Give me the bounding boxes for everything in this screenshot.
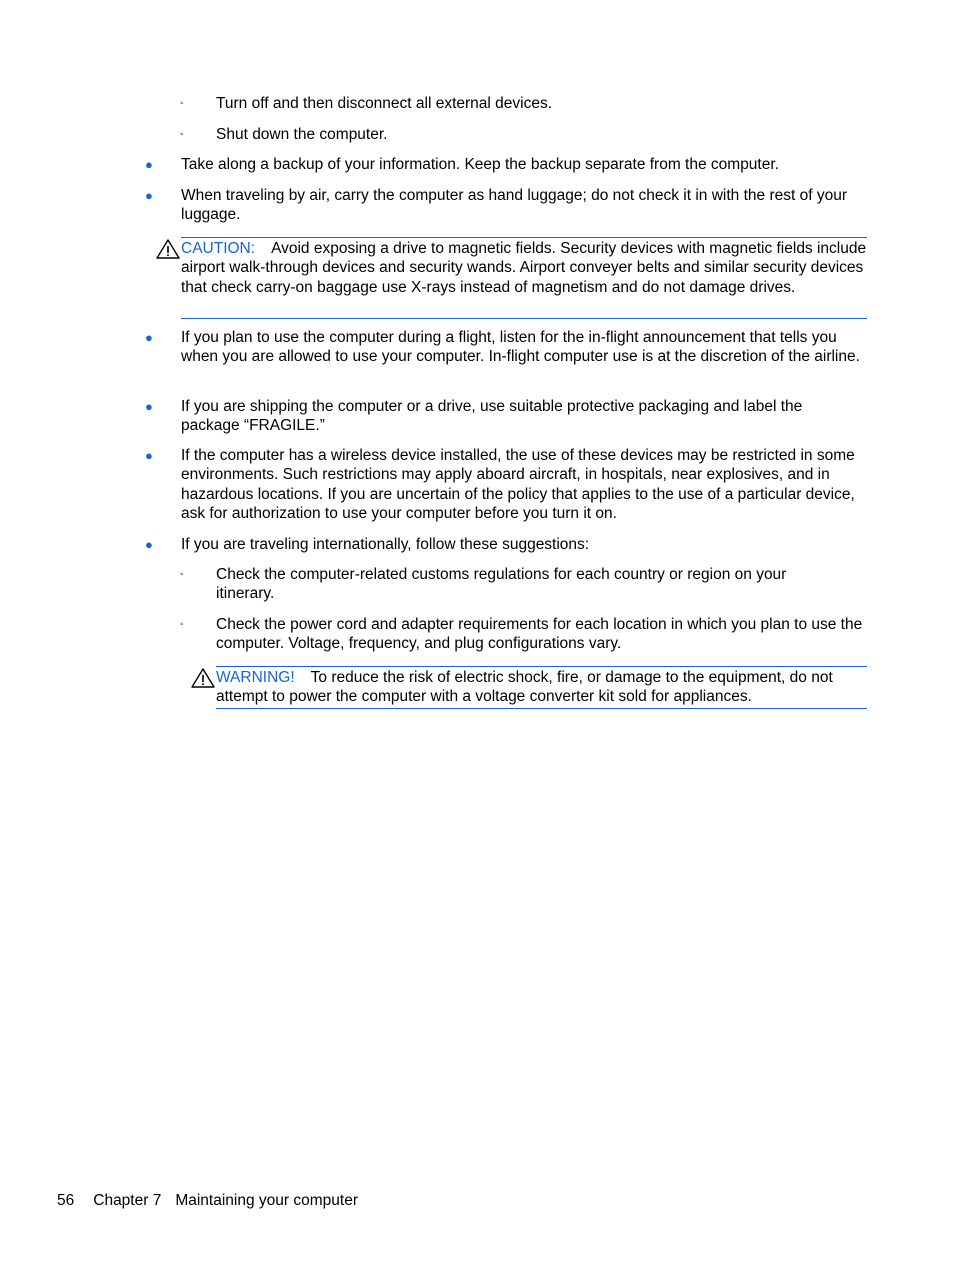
caution-text: Avoid exposing a drive to magnetic fields. Security devices with magnetic fields include airport walk-through devices and security wands. Airport conveyer belts and similar security devices that check carry-on baggage use X-rays instead of magnetism and do not damage drives. (181, 240, 867, 296)
list-item: If you are traveling internationally, follow these suggestions: (181, 536, 590, 553)
page-footer (57, 1191, 358, 1210)
list-item: If you are shipping the computer or a drive, use suitable protective packaging and label the package “FRAGILE.” (181, 398, 803, 435)
caution-icon (156, 239, 180, 259)
caution-note (181, 239, 867, 297)
bullet-marker: ● (145, 448, 153, 463)
warning-label: WARNING! (216, 669, 295, 686)
bullet-marker: ● (145, 157, 153, 172)
warning-bottom-rule (216, 708, 867, 709)
list-item: When traveling by air, carry the computer as hand luggage; do not check it in with the rest of your luggage. (181, 187, 847, 224)
warning-text: To reduce the risk of electric shock, fire, or damage to the equipment, do not attempt to power the computer with a voltage converter kit sold for appliances. (216, 669, 833, 706)
list-item: If the computer has a wireless device installed, the use of these devices may be restricted in some environments. Such restrictions may apply aboard aircraft, in hospitals, near explosives, and in hazardous locations. If you are uncertain of the policy that applies to the use of a particular device, ask for authorization to use your computer before you turn it on. (181, 447, 855, 522)
bullet-marker: ● (145, 330, 153, 345)
sub-bullet-marker: ◦ (180, 569, 184, 580)
caution-top-rule (181, 237, 867, 238)
list-item: Take along a backup of your information. Keep the backup separate from the computer. (181, 156, 779, 173)
warning-top-rule (216, 666, 867, 667)
caution-label: CAUTION: (181, 240, 256, 257)
sub-bullet-marker: ◦ (180, 98, 184, 109)
warning-icon (191, 668, 215, 688)
list-item: Check the computer-related customs regulations for each country or region on your itinerary. (216, 566, 787, 603)
caution-bottom-rule (181, 318, 867, 319)
bullet-marker: ● (145, 399, 153, 414)
list-item: Shut down the computer. (216, 126, 388, 143)
list-item: Turn off and then disconnect all external devices. (216, 95, 553, 112)
list-item: Check the power cord and adapter requirements for each location in which you plan to use the computer. Voltage, frequency, and plug configurations vary. (216, 616, 863, 653)
warning-note (216, 668, 867, 707)
list-item: If you plan to use the computer during a flight, listen for the in-flight announcement that tells you when you are allowed to use your computer. In-flight computer use is at the discretion of the airline. (181, 329, 860, 366)
sub-bullet-marker: ◦ (180, 129, 184, 140)
sub-bullet-marker: ◦ (180, 619, 184, 630)
bullet-marker: ● (145, 537, 153, 552)
page-number: 56 (57, 1192, 75, 1209)
chapter-label: Chapter 7 (93, 1192, 162, 1209)
bullet-marker: ● (145, 188, 153, 203)
chapter-title: Maintaining your computer (175, 1192, 358, 1209)
